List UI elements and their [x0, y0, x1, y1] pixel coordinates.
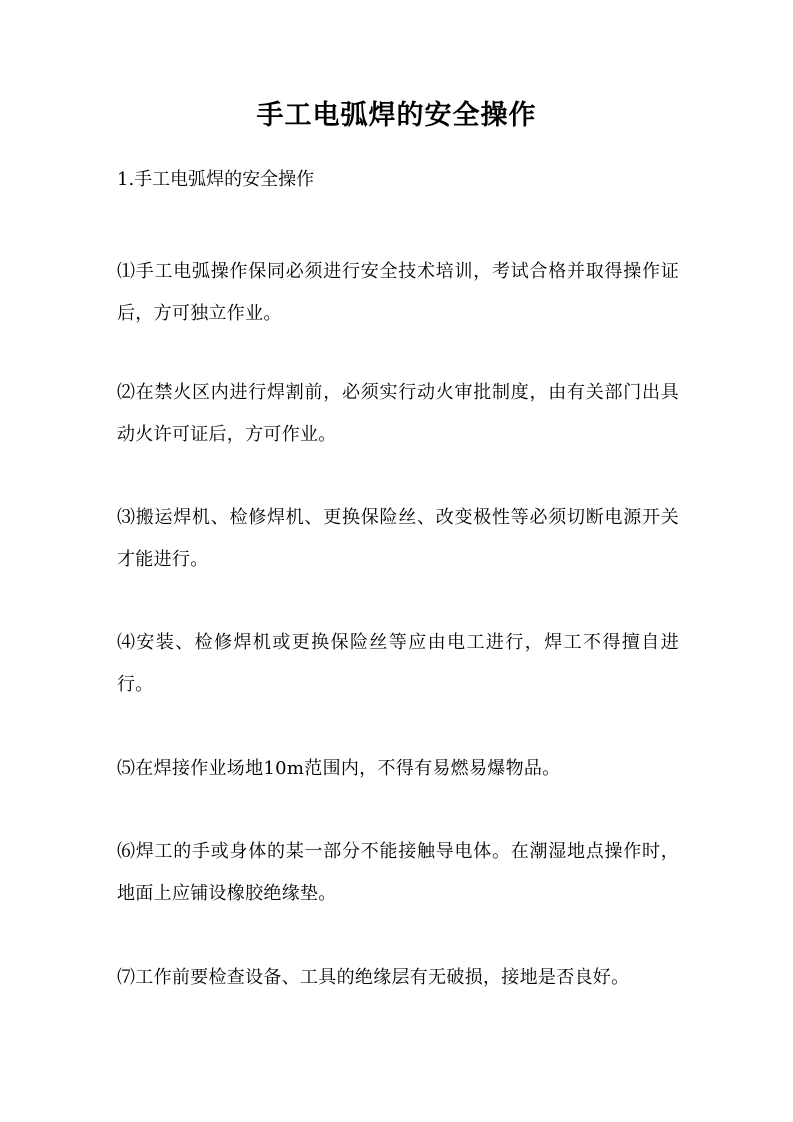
paragraph-4: ⑷安装、检修焊机或更换保险丝等应由电工进行，焊工不得擅自进行。	[117, 632, 679, 695]
paragraph-7: ⑺工作前要检查设备、工具的绝缘层有无破损，接地是否良好。	[117, 967, 630, 988]
section-heading: 1.手工电弧焊的安全操作	[117, 169, 315, 190]
document-title: 手工电弧焊的安全操作	[256, 100, 537, 131]
paragraph-1: ⑴手工电弧操作保同必须进行安全技术培训，考试合格并取得操作证后，方可独立作业。	[117, 261, 679, 324]
paragraph-3: ⑶搬运焊机、检修焊机、更换保险丝、改变极性等必须切断电源开关才能进行。	[117, 507, 679, 570]
paragraph-2: ⑵在禁火区内进行焊割前，必须实行动火审批制度，由有关部门出具动火许可证后，方可作业。	[117, 382, 679, 445]
paragraph-6: ⑹焊工的手或身体的某一部分不能接触导电体。在潮湿地点操作时，地面上应铺设橡胶绝缘垫。	[117, 841, 679, 904]
paragraph-5: ⑸在焊接作业场地10m范围内，不得有易燃易爆物品。	[117, 758, 561, 779]
